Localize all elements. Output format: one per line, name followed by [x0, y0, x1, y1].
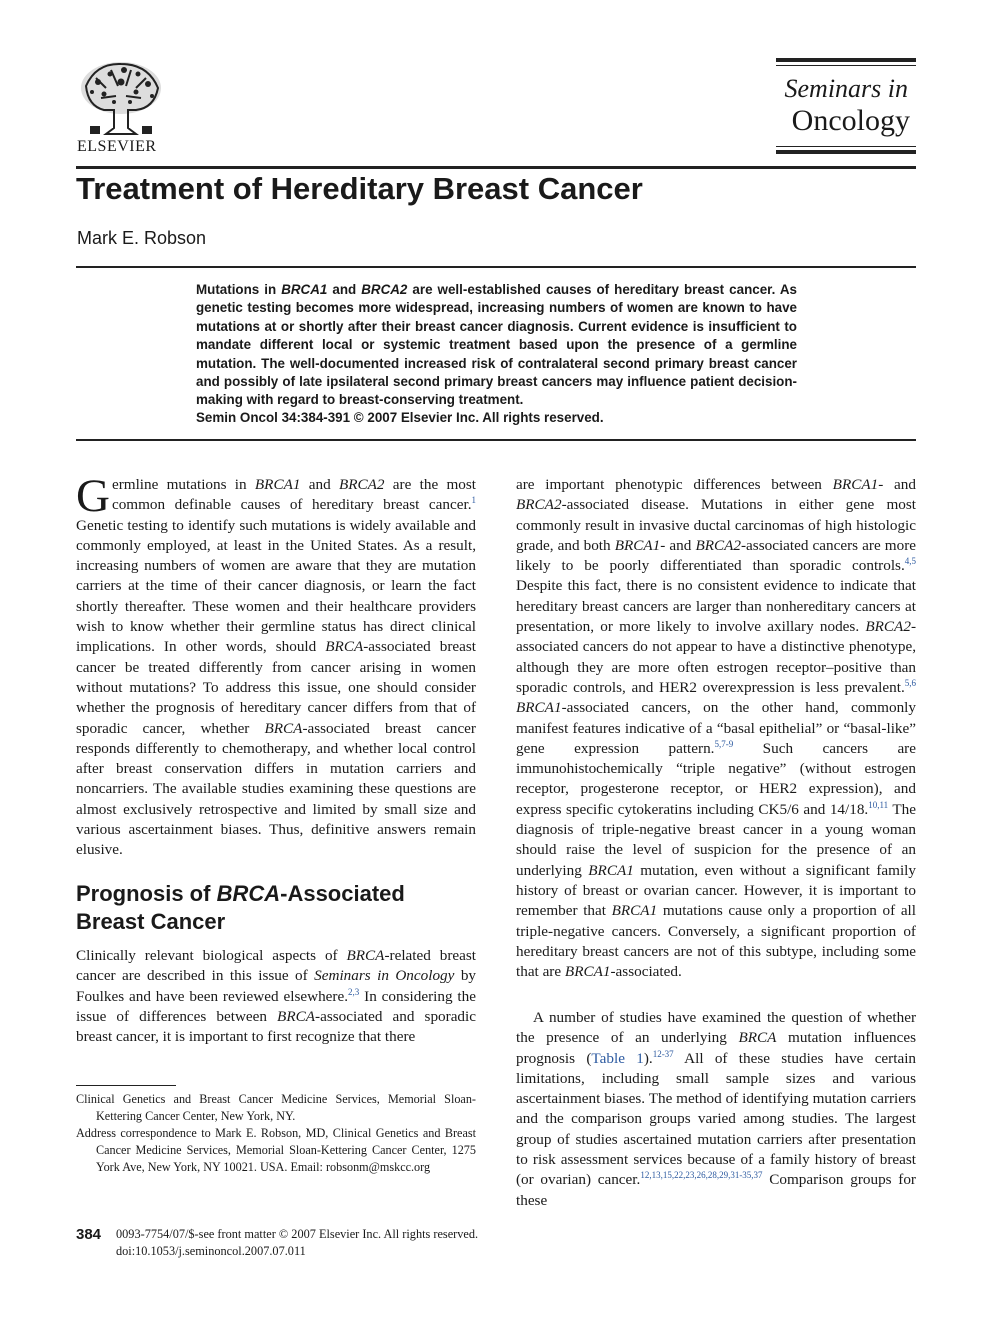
reference-link[interactable]: 10,11 — [868, 799, 889, 810]
footnote-correspondence: Address correspondence to Mark E. Robson, MD, Clinical Genetics and Breast Cancer Medicine Services, Memorial Sloan-Kettering Cancer Center, 1275 York Ave, New York, NY 10021. USA. Email: robsonm@mskcc.org — [76, 1126, 476, 1174]
masthead-rule — [776, 150, 916, 154]
masthead-rule — [776, 65, 916, 66]
body-paragraph: Clinically relevant biological aspects of BRCA-related breast cancer are described in this issue of Seminars in Oncology by Foulkes and have been reviewed elsewhere.$^{2,3}$ In considering the issue of differences between BRCA-associated and sporadic breast cancer, it is important to first recognize that there — [76, 947, 477, 1046]
body-paragraph: are important phenotypic differences between BRCA1- and BRCA2-associated disease. Mutations in either gene most commonly result in invasive ductal carcinomas of high histologic grade, and both BRCA1- and BRCA2-associated cancers are more likely to be poorly differentiated than sporadic controls.$^{4,5}$ Despite this fact, there is no consistent evidence to indicate that hereditary breast cancers are larger than nonhereditary cancers at presentation, or more likely to involve axillary nodes. BRCA2-associated cancers do not appear to have a distinctive phenotype, although they are more often estrogen receptor–positive than sporadic controls, and HER2 overexpression is less prevalent.$^{5,6}$ BRCA1-associated cancers, on the other hand, commonly manifest features indicative of a “basal epithelial” or “basal-like” gene expression pattern.$^{5,7-9}$ Such cancers are immunohistochemically “triple negative” (without estrogen receptor, progesterone receptor, or HER2 expression), and express specific cytokeratins including CK5/6 and 14/18.$^{10,11}$ The diagnosis of triple-negative breast cancer in a young woman should raise the level of suspicion for the presence of an underlying BRCA1 mutation, even without a significant family history of breast or ovarian cancer. However, it is important to remember that BRCA1 mutations cause only a proportion of all triple-negative cancers. Conversely, a significant proportion of hereditary breast cancers are not of this subtype, including some that are BRCA1-associated. — [516, 476, 916, 981]
article-author: Mark E. Robson — [77, 228, 207, 248]
abstract-citation: Semin Oncol 34:384-391 © 2007 Elsevier Inc. All rights reserved. — [196, 410, 604, 425]
journal-masthead — [776, 58, 916, 154]
reference-link[interactable]: 2,3 — [348, 986, 360, 997]
reference-link[interactable]: 1 — [471, 495, 476, 506]
publisher-name: ELSEVIER — [77, 138, 157, 155]
body-paragraph: A number of studies have examined the question of whether the presence of an underlying BRCA mutation influences prognosis (Table 1).$^{12-37}$ All of these studies have certain limitations, including small sample sizes and various ascertainment biases. The method of identifying mutation carriers and the comparison groups varied among studies. The largest group of studies ascertained mutation carriers after presentation to risk assessment services because of a family history of breast (or ovarian) cancer.$^{12,13,15,22,23,26,28,29,31-35,37}$ Comparison groups for these — [516, 1009, 917, 1209]
drop-cap: G — [76, 470, 110, 522]
footnote-affiliation: Clinical Genetics and Breast Cancer Medicine Services, Memorial Sloan-Kettering Cancer Center, New York, NY. — [76, 1092, 476, 1123]
reference-link[interactable]: 5,7-9 — [714, 738, 734, 749]
masthead-rule — [776, 146, 916, 147]
page-number: 384 — [76, 1226, 102, 1243]
journal-name-line1: Seminars in — [784, 74, 908, 103]
doi-link[interactable]: doi:10.1053/j.seminoncol.2007.07.011 — [116, 1244, 306, 1258]
abstract: Mutations in BRCA1 and BRCA2 are well-established causes of hereditary breast cancer. As genetic testing becomes more widespread, increasing numbers of women are known to have mutations at or shortly after their breast cancer diagnosis. Current evidence is insufficient to mandate different local or systemic treatment based upon the presence of a germline mutation. The well-documented increased risk of contralateral second primary breast cancer and possibly of late ipsilateral second primary breast cancers may influence patient decision-making with regard to breast-conserving treatment. — [196, 282, 797, 408]
reference-link[interactable]: 12-37 — [652, 1048, 674, 1059]
reference-link[interactable]: 4,5 — [904, 556, 916, 567]
header-divider — [76, 166, 916, 169]
body-paragraph-intro: Germline mutations in BRCA1 and BRCA2 are the most common definable causes of hereditary breast cancer.$^1$ Genetic testing to identify such mutations is widely available and commonly employed, at least in the United States. As a result, increasing numbers of women are aware that they are mutation carriers at the time of their cancer diagnosis, or learn the fact shortly thereafter. These women and their healthcare providers wish to know whether their germline status has direct clinical implications. In other words, should BRCA-associated breast cancer be treated differently from cancer arising in women without mutations? To address this issue, one should consider whether the prognosis of hereditary cancer differs from that of sporadic cancer, whether BRCA-associated breast cancer responds differently to chemotherapy, and whether local control after breast conservation differs in mutation carriers and noncarriers. The available studies examining these questions are almost exclusively retrospective and limited by small size and various ascertainment biases. Thus, definitive answers remain elusive. — [76, 470, 477, 859]
masthead-rule — [776, 58, 916, 62]
section-heading-prognosis: Prognosis of BRCA-Associated Breast Cancer — [76, 881, 405, 934]
abstract-divider-top — [76, 266, 916, 268]
copyright-line: 0093-7754/07/$-see front matter © 2007 Elsevier Inc. All rights reserved. — [116, 1227, 479, 1241]
reference-link[interactable]: 12,13,15,22,23,26,28,29,31-35,37 — [640, 1170, 763, 1181]
table-link[interactable]: Table 1 — [591, 1049, 644, 1067]
abstract-divider-bottom — [76, 439, 916, 441]
article-title: Treatment of Hereditary Breast Cancer — [76, 171, 643, 206]
journal-name-line2: Oncology — [791, 104, 910, 137]
reference-link[interactable]: 5,6 — [904, 677, 916, 688]
footnote-divider — [76, 1085, 176, 1086]
